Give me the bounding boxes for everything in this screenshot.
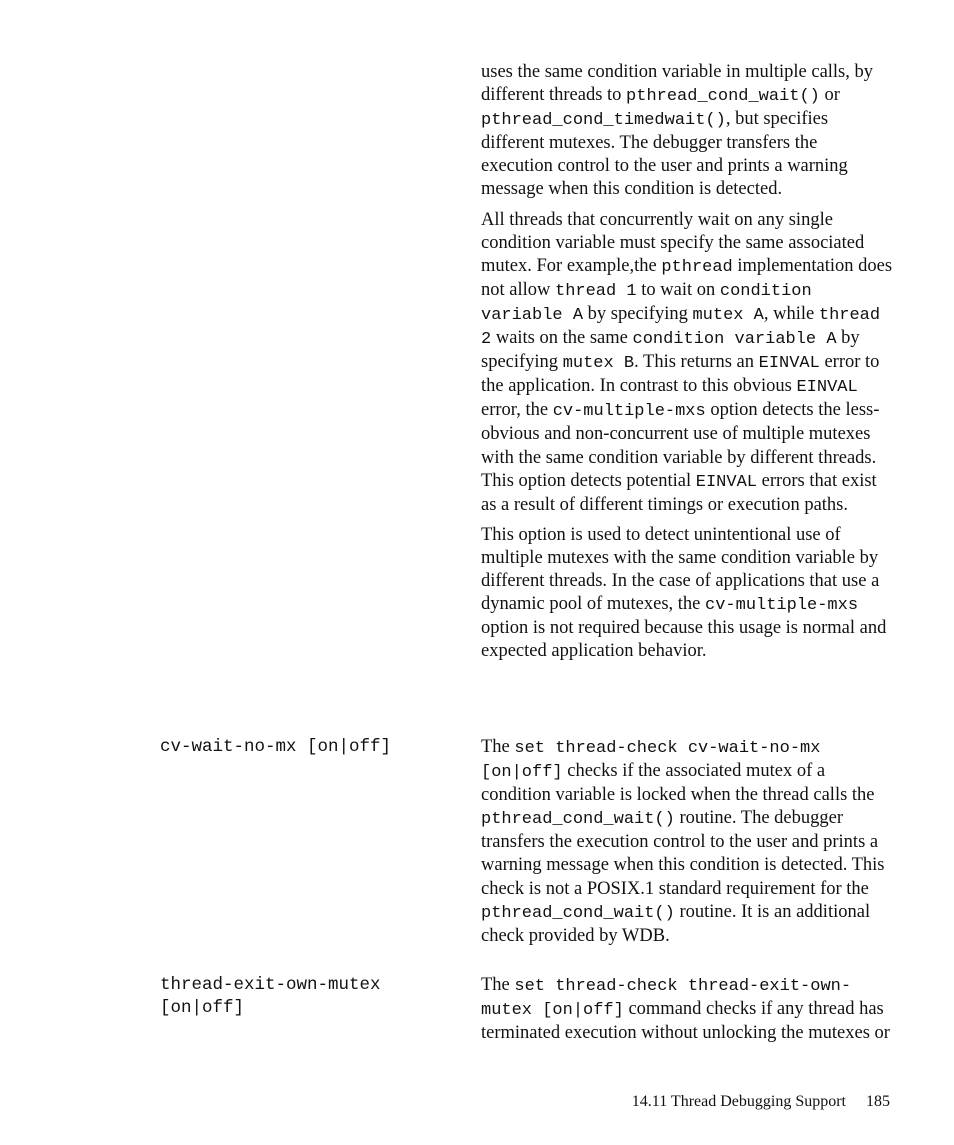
text: command checks if any thread has terminated execution without unlocking the mutexes or (481, 999, 890, 1044)
term-cv-wait-no-mx: cv-wait-no-mx [on|off] (160, 737, 392, 757)
code-span: mutex B (562, 354, 635, 374)
text: errors that exist as a result of different timings or execution paths. (481, 470, 877, 515)
text: option detects the less-obvious and non-concurrent use of multiple mutexes with the same condition variable by different threads. This option detects potential (481, 400, 880, 491)
code-span: mutex A (692, 305, 764, 325)
code-span: pthread_cond_wait() (481, 810, 675, 830)
text: error, the (481, 400, 553, 421)
text: uses the same condition variable in multiple calls, by different threads to (481, 62, 874, 106)
text-column-top (481, 61, 893, 670)
code-span: pthread (661, 257, 733, 277)
paragraph-unintentional-use (481, 524, 893, 664)
definition-cv-wait-no-mx (481, 736, 893, 955)
text: The (481, 975, 515, 995)
text: by specifying (481, 328, 860, 373)
text: The (481, 737, 515, 757)
code-span: condition variable A (481, 281, 812, 325)
text: implementation does not allow (481, 255, 893, 300)
code-span: EINVAL (695, 472, 757, 492)
code-span: pthread_cond_timedwait() (481, 111, 726, 131)
definition-thread-exit-own-mutex (481, 974, 893, 1052)
text: error to the application. In contrast to this obvious (481, 352, 880, 397)
code-span: set thread-check cv-wait-no-mx [on|off] (481, 739, 821, 783)
code-span: EINVAL (758, 354, 820, 374)
paragraph-cv-wait-no-mx (481, 736, 893, 948)
code-span: cv-multiple-mxs (705, 596, 859, 616)
text: . This returns an (634, 352, 759, 373)
code-span: set thread-check thread-exit-own-mutex [on|off] (481, 977, 852, 1021)
text: routine. It is an additional check provided by WDB. (481, 901, 871, 946)
paragraph-multiple-calls (481, 61, 893, 202)
text: or (819, 85, 840, 106)
text: routine. The debugger transfers the execution control to the user and prints a warning message when this condition is detected. This check is not a POSIX.1 standard requirement for the (481, 808, 885, 899)
page-footer (632, 1093, 890, 1111)
text: All threads that concurrently wait on any single condition variable must specify the same associated mutex. For example,the (481, 209, 865, 276)
code-span: thread 1 (555, 281, 637, 301)
text: , but specifies different mutexes. The debugger transfers the execution control to the user and prints a warning message when this condition is detected. (481, 109, 848, 200)
text: This option is used to detect unintentional use of multiple mutexes with the same condition variable by different threads. In the case of applications that use a dynamic pool of mutexes, the (481, 524, 880, 615)
footer-section-title: 14.11 Thread Debugging Support (631, 1093, 846, 1110)
code-span: pthread_cond_wait() (626, 87, 820, 107)
text: checks if the associated mutex of a condition variable is locked when the thread calls the (481, 761, 875, 806)
page-number: 185 (866, 1093, 890, 1110)
code-span: condition variable A (632, 330, 837, 350)
code-span: pthread_cond_wait() (481, 903, 675, 923)
text: option is not required because this usage is normal and expected application behavior. (481, 618, 887, 662)
code-span: thread 2 (481, 305, 881, 350)
text: by specifying (583, 303, 693, 324)
code-span: EINVAL (796, 378, 858, 398)
paragraph-thread-exit-own-mutex (481, 974, 893, 1045)
term-thread-exit-own-mutex: thread-exit-own-mutex [on|off] (160, 975, 392, 1018)
text: waits on the same (491, 328, 633, 349)
text: , while (763, 303, 819, 324)
paragraph-einval (481, 209, 893, 517)
code-span: cv-multiple-mxs (552, 402, 706, 422)
text: to wait on (636, 279, 720, 300)
